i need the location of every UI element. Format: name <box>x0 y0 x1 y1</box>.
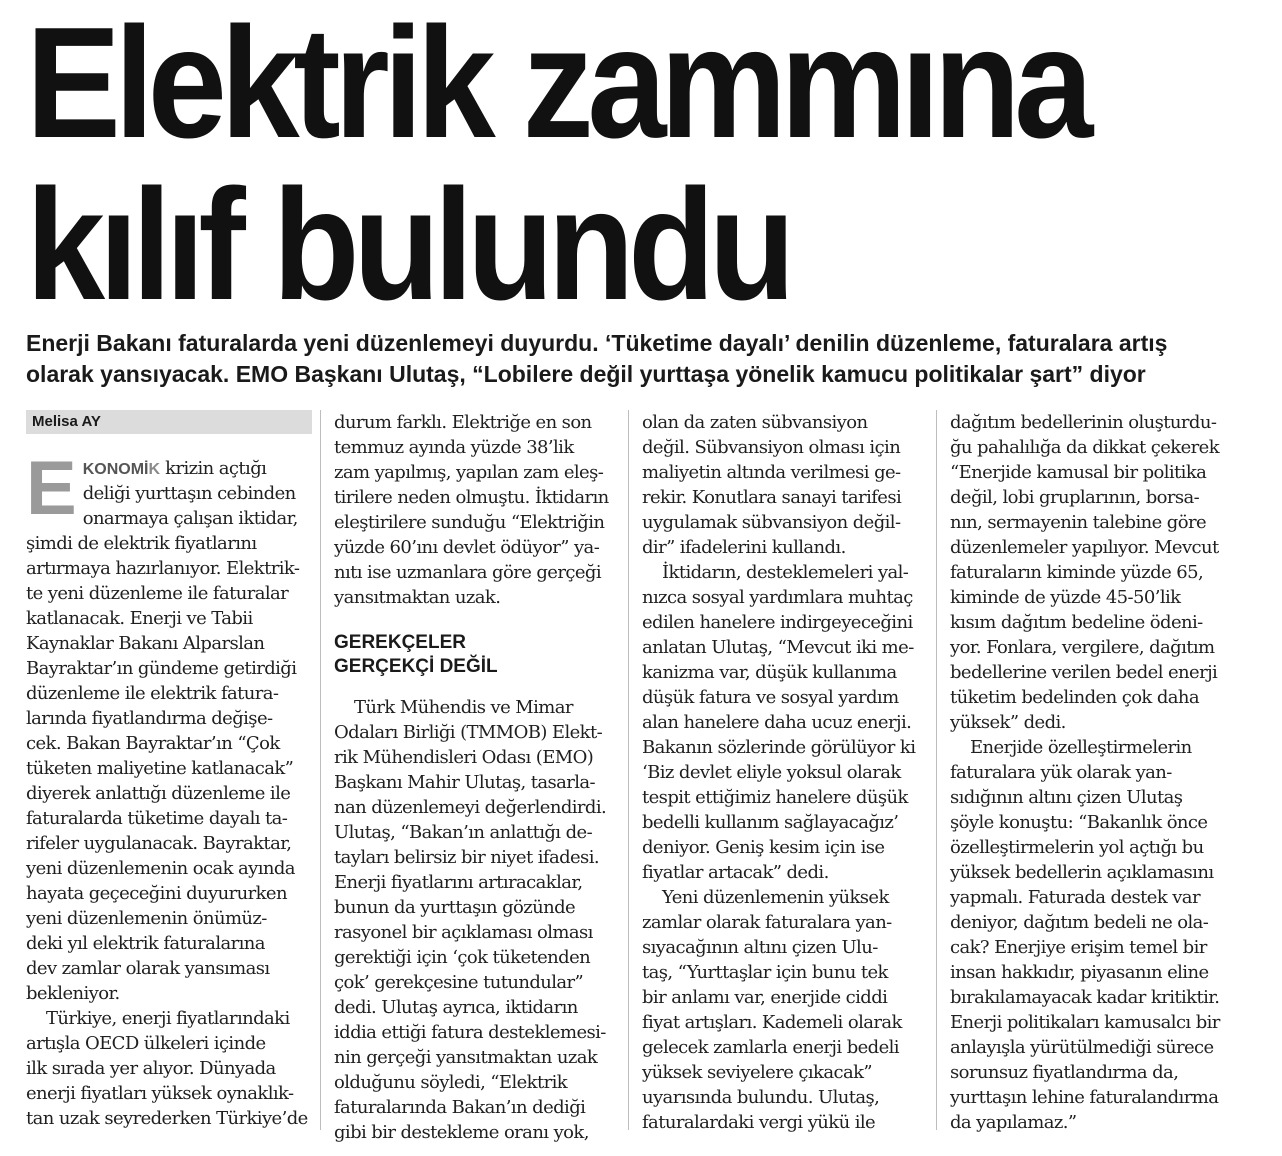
article-line: İktidarın, desteklemeleri yal- <box>662 562 909 583</box>
article-column-2 <box>334 410 630 1145</box>
article-line: bekleniyor. <box>26 983 120 1004</box>
kicker: KONOMİK <box>82 461 161 478</box>
article-line: katlanacak. Enerji ve Tabii <box>26 608 253 629</box>
article-line: bunun da yurttaşın gözünde <box>334 897 576 918</box>
subheading: GERÇEKÇİ DEĞİL <box>334 656 498 677</box>
article-line: düzenlemeler yapılıyor. Mevcut <box>950 537 1219 558</box>
article-line: Başkanı Mahir Ulutaş, tasarla- <box>334 772 596 793</box>
article-line: dağıtım bedellerinin oluşturdu- <box>950 412 1217 433</box>
article-line: bedelli kullanım sağlayacağız’ <box>642 812 899 833</box>
article-line: Enerji politikaları kamusalcı bir <box>950 1012 1220 1033</box>
article-line: fiyat artışları. Kademeli olarak <box>642 1012 902 1033</box>
article-line: uyarısında bulundu. Ulutaş, <box>642 1087 880 1108</box>
article-line: şöyle konuştu: “Bakanlık önce <box>950 812 1208 833</box>
article-line: zamlar olarak faturalara yan- <box>642 912 892 933</box>
article-line: yüksek” dedi. <box>950 712 1066 733</box>
article-line: KONOMİK krizin açtığı <box>82 458 267 479</box>
article-line: nın, sermayenin talebine göre <box>950 512 1207 533</box>
article-line: ğu pahalılığa da dikkat çekerek <box>950 437 1220 458</box>
article-line: kanizma var, düşük kullanıma <box>642 662 897 683</box>
article-line: yor. Fonlara, vergilere, dağıtım <box>950 637 1215 658</box>
headline-line-2: kılıf bulundu <box>26 157 790 333</box>
article-line: dir” ifadelerini kullandı. <box>642 537 846 558</box>
article-line: Yeni düzenlemenin yüksek <box>662 887 889 908</box>
article-line: değil, lobi gruplarının, borsa- <box>950 487 1200 508</box>
article-line: çok’ gerekçesine tutundular” <box>334 972 584 993</box>
article-line: yurttaşın lehine faturalandırma <box>950 1087 1219 1108</box>
article-line: anlayışla yürütülmediği sürece <box>950 1037 1214 1058</box>
article-line: tan uzak seyrederken Türkiye’de <box>26 1108 308 1129</box>
article-line: yüksek bedellerin açıklamasını <box>950 862 1214 883</box>
article-line: “Enerjide kamusal bir politika <box>950 462 1207 483</box>
article-column-1 <box>26 446 322 1131</box>
article-line: deniyor, dağıtım bedeli ne ola- <box>950 912 1209 933</box>
article-line: iddia ettiği fatura desteklemesi- <box>334 1022 606 1043</box>
article-line: uygulamak sübvansiyon değil- <box>642 512 901 533</box>
article-line: kiminde de yüzde 45-50’lik <box>950 587 1181 608</box>
article-column-3 <box>642 410 938 1135</box>
article-line: Enerjide özelleştirmelerin <box>970 737 1192 758</box>
article-line: Enerji fiyatlarını artıracaklar, <box>334 872 583 893</box>
article-line: Türk Mühendis ve Mimar <box>354 697 573 718</box>
article-line: rasyonel bir açıklaması olması <box>334 922 593 943</box>
article-line: ilk sırada yer alıyor. Dünyada <box>26 1058 276 1079</box>
article-line: enerji fiyatları yüksek oynaklık- <box>26 1083 294 1104</box>
article-line: Türkiye, enerji fiyatlarındaki <box>46 1008 290 1029</box>
article-line: taş, “Yurttaşlar için bunu tek <box>642 962 888 983</box>
headline-line-1: Elektrik zammına <box>26 0 1088 171</box>
article-line: da yapılamaz.” <box>950 1112 1077 1133</box>
article-line: özelleştirmelerin yol açtığı bu <box>950 837 1204 858</box>
article-line: bırakılamayacak kadar kritiktir. <box>950 987 1220 1008</box>
article-line: bir anlamı var, enerjide ciddi <box>642 987 888 1008</box>
article-line: olan da zaten sübvansiyon <box>642 412 868 433</box>
article-line: rik Mühendisleri Odası (EMO) <box>334 747 594 768</box>
article-line: düşük fatura ve sosyal yardım <box>642 687 899 708</box>
article-line: faturaların kiminde yüzde 65, <box>950 562 1204 583</box>
article-line: anlatan Ulutaş, “Mevcut iki me- <box>642 637 914 658</box>
article-line: yüksek seviyelere çıkacak” <box>642 1062 873 1083</box>
article-line: tirilere neden olmuştu. İktidarın <box>334 487 609 508</box>
article-line: tespit ettiğimiz hanelere düşük <box>642 787 908 808</box>
article-line: eleştirilere sunduğu “Elektriğin <box>334 512 605 533</box>
article-line: temmuz ayında yüzde 38’lik <box>334 437 574 458</box>
article-line: zam yapılmış, yapılan zam eleş- <box>334 462 604 483</box>
deck-line-2: olarak yansıyacak. EMO Başkanı Ulutaş, “Lobilere değil yurttaşa yönelik kamucu politikalar şart” diyor <box>26 361 1146 387</box>
deck <box>26 328 1266 390</box>
article-line: alan hanelere daha ucuz enerji. <box>642 712 912 733</box>
article-line: fiyatlar artacak” dedi. <box>642 862 829 883</box>
article-line: nan düzenlemeyi değerlendirdi. <box>334 797 607 818</box>
article-line: yeni düzenlemenin ocak ayında <box>26 858 295 879</box>
article-line: Bakanın sözlerinde görülüyor ki <box>642 737 916 758</box>
headline <box>26 0 1142 333</box>
article-line: sıdığının altını çizen Ulutaş <box>950 787 1183 808</box>
article-line: gelecek zamlarla enerji bedeli <box>642 1037 899 1058</box>
article-line: faturalardaki vergi yükü ile <box>642 1112 876 1133</box>
article-line: onarmaya çalışan iktidar, <box>82 508 298 529</box>
article-column-4 <box>950 410 1246 1135</box>
drop-cap: E <box>26 446 77 531</box>
article-line: yansıtmaktan uzak. <box>334 587 501 608</box>
article-line: olduğunu söyledi, “Elektrik <box>334 1072 568 1093</box>
article-line: sıyacağının altını çizen Ulu- <box>642 937 878 958</box>
article-line: faturalara yük olarak yan- <box>950 762 1172 783</box>
article-line: düzenleme ile elektrik fatura- <box>26 683 279 704</box>
article-line: Ulutaş, “Bakan’ın anlattığı de- <box>334 822 593 843</box>
article-line: sorunsuz fiyatlandırma da, <box>950 1062 1179 1083</box>
article-line: Bayraktar’ın gündeme getirdiği <box>26 658 297 679</box>
article-line: tayları belirsiz bir niyet ifadesi. <box>334 847 599 868</box>
article-line: dedi. Ulutaş ayrıca, iktidarın <box>334 997 578 1018</box>
article-line: gibi bir destekleme oranı yok, <box>334 1122 589 1143</box>
article-line: deniyor. Geniş kesim için ise <box>642 837 885 858</box>
article-line: tüketim bedelinden çok daha <box>950 687 1200 708</box>
article-line: ‘Biz devlet eliyle yoksul olarak <box>642 762 901 783</box>
article-line: değil. Sübvansiyon olması için <box>642 437 901 458</box>
article-line: Odaları Birliği (TMMOB) Elekt- <box>334 722 603 743</box>
article-line: rekir. Konutlara sanayi tarifesi <box>642 487 902 508</box>
article-line: tüketen maliyetine katlanacak” <box>26 758 294 779</box>
byline: Melisa AY <box>26 410 312 434</box>
article-line: cak? Enerjiye erişim temel bir <box>950 937 1207 958</box>
article-line: artırmaya hazırlanıyor. Elektrik- <box>26 558 300 579</box>
article-line: insan hakkıdır, piyasanın eline <box>950 962 1209 983</box>
article-line: yapmalı. Faturada destek var <box>950 887 1200 908</box>
article-line: bedellerine verilen bedel enerji <box>950 662 1218 683</box>
deck-line-1: Enerji Bakanı faturalarda yeni düzenlemeyi duyurdu. ‘Tüketime dayalı’ denilin düzenleme, faturalara artış <box>26 330 1168 356</box>
subheading: GEREKÇELER <box>334 632 466 653</box>
article-line: şimdi de elektrik fiyatlarını <box>26 533 257 554</box>
article-line: artışla OECD ülkeleri içinde <box>26 1033 266 1054</box>
article-line: nızca sosyal yardımlara muhtaç <box>642 587 913 608</box>
article-line: deliği yurttaşın cebinden <box>82 483 296 504</box>
article-line: yeni düzenlemenin önümüz- <box>26 908 267 929</box>
article-line: kısım dağıtım bedeline ödeni- <box>950 612 1203 633</box>
article-line: nıtı ise uzmanlara göre gerçeği <box>334 562 601 583</box>
article-line: maliyetin altında verilmesi ge- <box>642 462 901 483</box>
article-line: dev zamlar olarak yansıması <box>26 958 270 979</box>
article-line: larında fiyatlandırma değişe- <box>26 708 273 729</box>
article-line: yüzde 60’ını devlet ödüyor” ya- <box>334 537 600 558</box>
article-line: diyerek anlattığı düzenleme ile <box>26 783 291 804</box>
article-line: gerektiği için ‘çok tüketenden <box>334 947 591 968</box>
article-line: Kaynaklar Bakanı Alparslan <box>26 633 265 654</box>
article-line: faturalarda tüketime dayalı ta- <box>26 808 288 829</box>
article-line: te yeni düzenleme ile faturalar <box>26 583 289 604</box>
article-line: durum farklı. Elektriğe en son <box>334 412 592 433</box>
article-line: cek. Bakan Bayraktar’ın “Çok <box>26 733 280 754</box>
article-line: nin gerçeği yansıtmaktan uzak <box>334 1047 598 1068</box>
article-line: deki yıl elektrik faturalarına <box>26 933 265 954</box>
article-line: faturalarında Bakan’ın dediği <box>334 1097 586 1118</box>
article-line: hayata geçeceğini duyururken <box>26 883 287 904</box>
article-line: rifeler uygulanacak. Bayraktar, <box>26 833 292 854</box>
article-line: edilen hanelere indirgeyeceğini <box>642 612 913 633</box>
